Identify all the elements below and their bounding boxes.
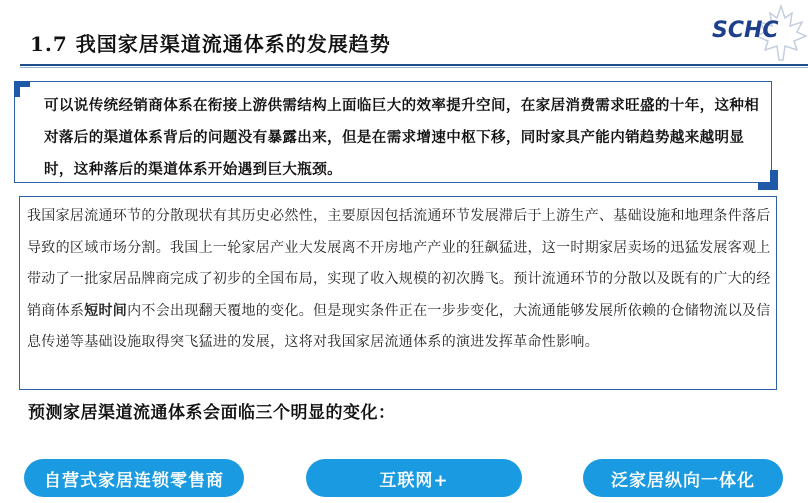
body-paragraph (27, 201, 773, 359)
prediction-heading: 预测家居渠道流通体系会面临三个明显的变化： (28, 403, 396, 423)
company-logo (700, 4, 808, 64)
title-divider (20, 64, 808, 66)
title-divider-light (20, 67, 808, 68)
page-title: 1.7 我国家居渠道流通体系的发展趋势 (30, 32, 391, 56)
quote-corner-top-left (14, 81, 30, 97)
body-text-part-1: 我国家居流通环节的分散现状有其历史必然性，主要原因包括流通环节发展滞后于上游生产、基础设施和地理条件落后导致的区域市场分割。我国上一轮家居产业大发展离不开房地产产业的狂飙猛进，这一时期家居卖场的迅猛发展客观上带动了一批家居品牌商完成了初步的全国布局，实现了收入规模的初次腾飞。预计流通环节的分散以及既有的广大的经销商体系 (27, 208, 771, 319)
change-pill-internet-plus[interactable]: 互联网+ (306, 459, 522, 497)
logo-text: SCHC (712, 18, 779, 43)
quote-text: 可以说传统经销商体系在衔接上游供需结构上面临巨大的效率提升空间，在家居消费需求旺盛的十年，这种相对落后的渠道体系背后的问题没有暴露出来，但是在需求增速中枢下移，同时家具产能内销趋势越来越明显时，这种落后的渠道体系开始遇到巨大瓶颈。 (44, 97, 760, 178)
header (0, 0, 808, 66)
body-text-emphasis: 短时间 (84, 302, 128, 319)
body-text-part-2: 内不会出现翻天覆地的变化。但是现实条件正在一步步变化，大流通能够发展所依赖的仓储物流以及信息传递等基础设施取得突飞猛进的发展，这将对我国家居流通体系的演进发挥革命性影响。 (27, 302, 771, 350)
change-pill-vertical-integration[interactable]: 泛家居纵向一体化 (583, 459, 783, 497)
change-pill-self-operated-retail[interactable]: 自营式家居连锁零售商 (24, 459, 244, 497)
